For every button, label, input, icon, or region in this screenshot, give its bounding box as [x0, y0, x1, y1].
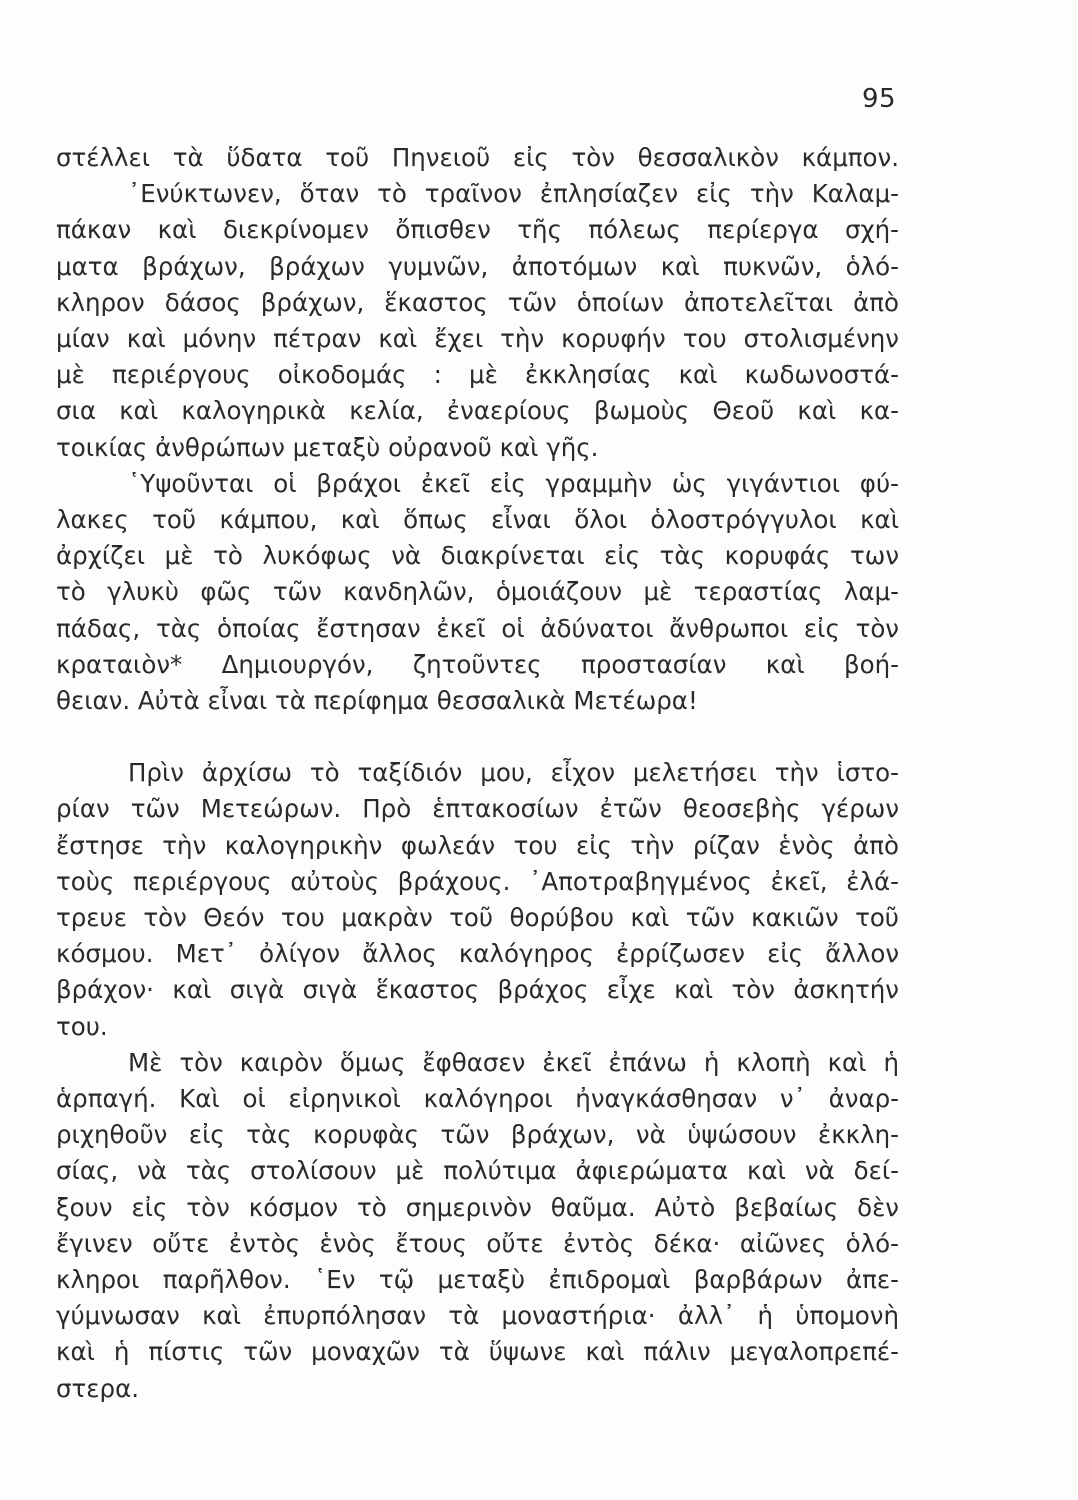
text-line: πάδας, τὰς ὁποίας ἔστησαν ἐκεῖ οἱ ἀδύνατοι ἄνθρωποι εἰς τὸν	[56, 614, 899, 643]
text-line: ἀρχίζει μὲ τὸ λυκόφως νὰ διακρίνεται εἰς τὰς κορυφάς των	[56, 541, 899, 570]
text-line: τοὺς περιέργους αὐτοὺς βράχους. ᾿Αποτραβηγμένος ἐκεῖ, ἐλά-	[56, 867, 899, 896]
text-line: λακες τοῦ κάμπου, καὶ ὅπως εἶναι ὅλοι ὁλοστρόγγυλοι καὶ	[56, 505, 899, 534]
text-line: ἔστησε τὴν καλογηρικὴν φωλεάν του εἰς τὴν ρίζαν ἑνὸς ἀπὸ	[56, 831, 899, 860]
text-line: ξουν εἰς τὸν κόσμον τὸ σημερινὸν θαῦμα. Αὐτὸ βεβαίως δὲν	[56, 1193, 899, 1222]
text-line: ρίαν τῶν Μετεώρων. Πρὸ ἑπτακοσίων ἐτῶν θεοσεβὴς γέρων	[56, 794, 899, 823]
text-line: τὸ γλυκὺ φῶς τῶν κανδηλῶν, ὁμοιάζουν μὲ τεραστίας λαμ-	[56, 577, 899, 606]
text-line: κόσμου. Μετ᾿ ὀλίγον ἄλλος καλόγηρος ἐρρίζωσεν εἰς ἄλλον	[56, 939, 899, 968]
text-line: ᾿Ενύκτωνεν, ὅταν τὸ τραῖνον ἐπλησίαζεν εἰς τὴν Καλαμ-	[128, 179, 899, 208]
text-line: μὲ περιέργους οἰκοδομάς : μὲ ἐκκλησίας καὶ κωδωνοστά-	[56, 360, 899, 389]
text-line: κληροι παρῆλθον. ῾Εν τῷ μεταξὺ ἐπιδρομαὶ βαρβάρων ἀπε-	[56, 1265, 899, 1294]
page-number: 95	[862, 84, 897, 114]
text-line: κληρον δάσος βράχων, ἕκαστος τῶν ὁποίων ἀποτελεῖται ἀπὸ	[56, 288, 899, 317]
text-line: γύμνωσαν καὶ ἐπυρπόλησαν τὰ μοναστήρια· ἀλλ᾿ ἡ ὑπομονὴ	[56, 1301, 899, 1330]
text-line: τοικίας ἀνθρώπων μεταξὺ οὐρανοῦ καὶ γῆς.	[56, 433, 599, 462]
text-line: ἁρπαγή. Καὶ οἱ εἰρηνικοὶ καλόγηροι ἠναγκάσθησαν ν᾿ ἀναρ-	[56, 1084, 899, 1113]
text-line: ματα βράχων, βράχων γυμνῶν, ἀποτόμων καὶ πυκνῶν, ὁλό-	[56, 252, 899, 281]
text-line: Πρὶν ἀρχίσω τὸ ταξίδιόν μου, εἶχον μελετήσει τὴν ἱστο-	[128, 758, 899, 787]
text-line: στερα.	[56, 1374, 140, 1403]
text-line: τρευε τὸν Θεόν του μακρὰν τοῦ θορύβου καὶ τῶν κακιῶν τοῦ	[56, 903, 899, 932]
text-line: σίας, νὰ τὰς στολίσουν μὲ πολύτιμα ἀφιερώματα καὶ νὰ δεί-	[56, 1156, 899, 1185]
text-line: ἔγινεν οὔτε ἐντὸς ἑνὸς ἔτους οὔτε ἐντὸς δέκα· αἰῶνες ὁλό-	[56, 1229, 899, 1258]
text-line: ῾Υψοῦνται οἱ βράχοι ἐκεῖ εἰς γραμμὴν ὡς γιγάντιοι φύ-	[128, 469, 899, 498]
text-line: καὶ ἡ πίστις τῶν μοναχῶν τὰ ὕψωνε καὶ πάλιν μεγαλοπρεπέ-	[56, 1337, 899, 1366]
text-line: θειαν. Αὐτὰ εἶναι τὰ περίφημα θεσσαλικὰ Μετέωρα!	[56, 686, 698, 715]
text-line: στέλλει τὰ ὕδατα τοῦ Πηνειοῦ εἰς τὸν θεσσαλικὸν κάμπον.	[56, 143, 899, 172]
text-line: ριχηθοῦν εἰς τὰς κορυφὰς τῶν βράχων, νὰ ὑψώσουν ἐκκλη-	[56, 1120, 899, 1149]
text-line: Μὲ τὸν καιρὸν ὅμως ἔφθασεν ἐκεῖ ἐπάνω ἡ κλοπὴ καὶ ἡ	[128, 1048, 899, 1077]
text-line: κραταιὸν* Δημιουργόν, ζητοῦντες προστασίαν καὶ βοή-	[56, 650, 899, 679]
text-line: σια καὶ καλογηρικὰ κελία, ἐναερίους βωμοὺς Θεοῦ καὶ κα-	[56, 396, 899, 425]
text-line: βράχον· καὶ σιγὰ σιγὰ ἕκαστος βράχος εἶχε καὶ τὸν ἀσκητήν	[56, 975, 899, 1004]
text-line: μίαν καὶ μόνην πέτραν καὶ ἔχει τὴν κορυφήν του στολισμένην	[56, 324, 899, 353]
text-line: πάκαν καὶ διεκρίνομεν ὄπισθεν τῆς πόλεως περίεργα σχή-	[56, 215, 899, 244]
text-line: του.	[56, 1012, 108, 1041]
